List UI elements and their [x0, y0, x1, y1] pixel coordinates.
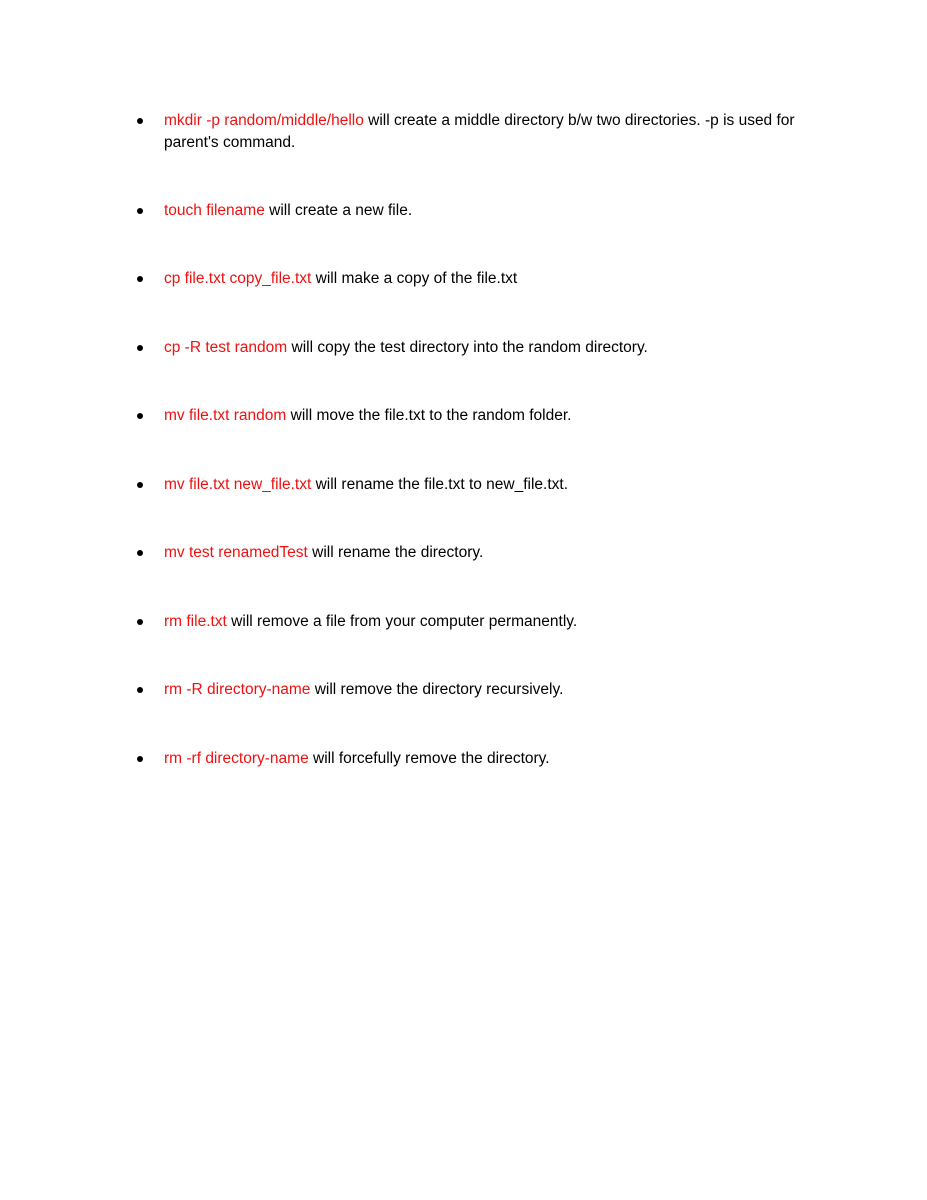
- bullet-icon: [137, 118, 143, 124]
- command-text: mkdir -p random/middle/hello: [164, 112, 364, 129]
- list-item-rm-recursive: [164, 679, 824, 701]
- list-item-mv-rename-dir: [164, 542, 824, 564]
- description-text: will create a new file.: [264, 202, 413, 219]
- list-item-touch: [164, 200, 824, 222]
- list-item-mkdir: [164, 110, 824, 154]
- list-item-mv-move: [164, 405, 824, 427]
- command-text: touch filename: [164, 202, 265, 219]
- bullet-icon: [137, 276, 143, 282]
- bullet-icon: [137, 413, 143, 419]
- command-text: mv file.txt new_file.txt: [164, 476, 312, 493]
- description-text: will move the file.txt to the random folder.: [286, 407, 572, 424]
- command-text: rm file.txt: [164, 613, 227, 630]
- bullet-icon: [137, 756, 143, 762]
- list-item-cp-file: [164, 268, 824, 290]
- description-text: will rename the file.txt to new_file.txt.: [311, 476, 569, 493]
- bullet-icon: [137, 345, 143, 351]
- command-text: cp file.txt copy_file.txt: [164, 270, 312, 287]
- description-text: will rename the directory.: [307, 544, 484, 561]
- bullet-icon: [137, 619, 143, 625]
- description-text: will create a middle directory b/w two directories. -p is used for parent's command.: [164, 112, 795, 151]
- bullet-icon: [137, 208, 143, 214]
- bullet-icon: [137, 482, 143, 488]
- command-text: cp -R test random: [164, 339, 288, 356]
- command-text: rm -rf directory-name: [164, 750, 309, 767]
- list-item-rm-force: [164, 748, 824, 770]
- list-item-rm-file: [164, 611, 824, 633]
- command-text: rm -R directory-name: [164, 681, 311, 698]
- description-text: will remove a file from your computer permanently.: [226, 613, 578, 630]
- description-text: will remove the directory recursively.: [310, 681, 564, 698]
- bullet-icon: [137, 687, 143, 693]
- description-text: will forcefully remove the directory.: [308, 750, 550, 767]
- list-item-cp-recursive: [164, 337, 824, 359]
- description-text: will copy the test directory into the random directory.: [287, 339, 648, 356]
- bullet-icon: [137, 550, 143, 556]
- command-text: mv file.txt random: [164, 407, 287, 424]
- description-text: will make a copy of the file.txt: [311, 270, 518, 287]
- command-text: mv test renamedTest: [164, 544, 308, 561]
- list-item-mv-rename-file: [164, 474, 824, 496]
